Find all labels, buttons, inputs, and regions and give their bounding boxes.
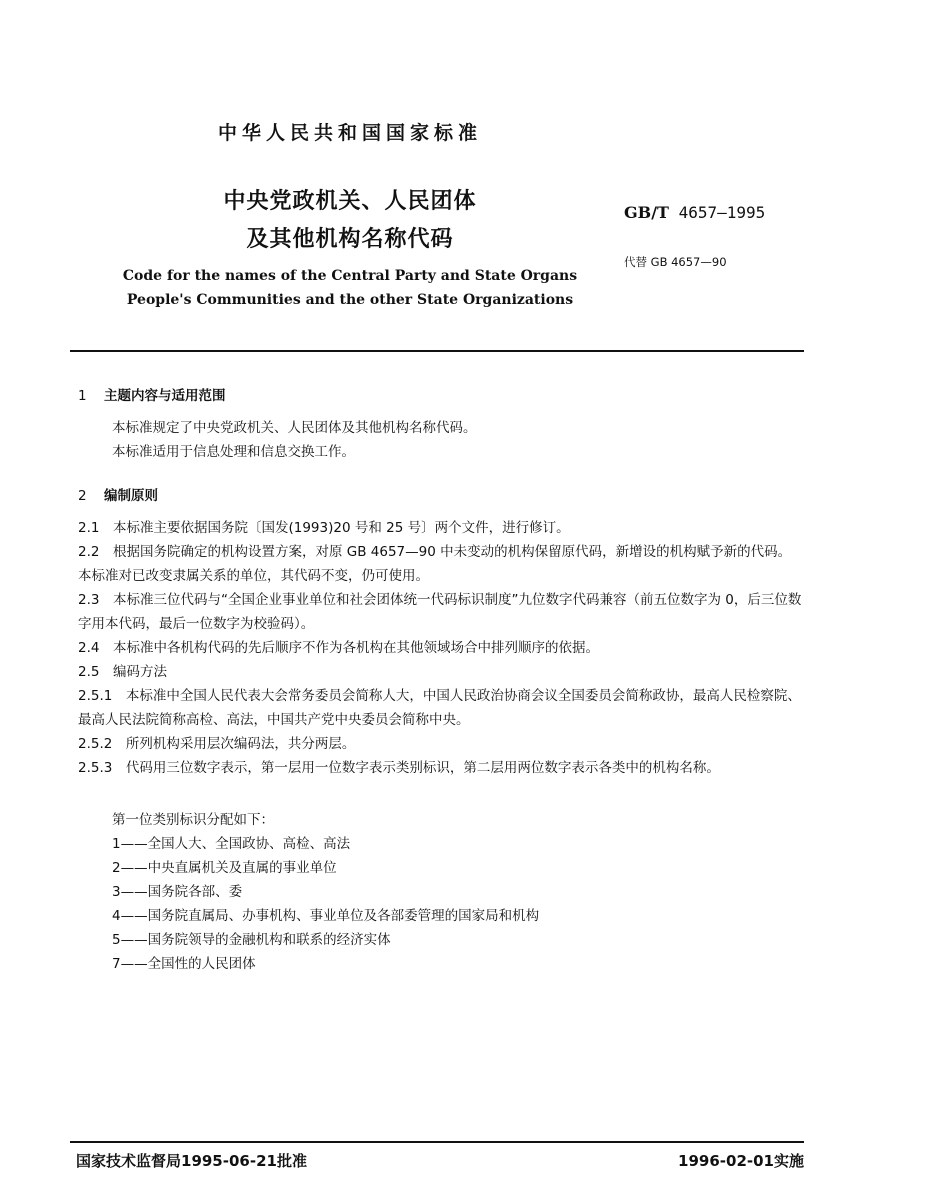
section-1-para-1: 本标准规定了中央党政机关、人民团体及其他机构名称代码。 — [112, 420, 477, 436]
clause-2-5-1: 2.5.1 本标准中全国人民代表大会常务委员会简称人大，中国人民政治协商会议全国委员会简称政协，最高人民检察院、最高人民法院简称高检、高法，中国共产党中央委员会简称中央。 — [78, 688, 801, 728]
section-1-heading — [78, 384, 226, 404]
footer-divider — [70, 1141, 804, 1143]
clause-2-3: 2.3 本标准三位代码与“全国企业事业单位和社会团体统一代码标识制度”九位数字代码兼容（前五位数字为 0，后三位数字用本代码，最后一位数字为校验码）。 — [78, 592, 802, 632]
replaces-note: 代替 GB 4657—90 — [624, 255, 727, 269]
code-item: 4——国务院直属局、办事机构、事业单位及各部委管理的国家局和机构 — [112, 908, 540, 924]
clause-2-5: 2.5 编码方法 — [78, 664, 167, 680]
code-item: 1——全国人大、全国政协、高检、高法 — [112, 836, 351, 852]
section-2-title: 编制原则 — [104, 488, 158, 504]
standard-prefix: GB/T — [624, 203, 669, 222]
clause-2-2: 2.2 根据国务院确定的机构设置方案，对原 GB 4657—90 中未变动的机构保留原代码，新增设的机构赋予新的代码。本标准对已改变隶属关系的单位，其代码不变，仍可使用。 — [78, 544, 792, 584]
code-item: 2——中央直属机关及直属的事业单位 — [112, 860, 337, 876]
clause-2-4: 2.4 本标准中各机构代码的先后顺序不作为各机构在其他领域场合中排列顺序的依据。 — [78, 640, 599, 656]
english-title-line2: People's Communities and the other State Organizations — [126, 292, 574, 308]
section-1-para-2: 本标准适用于信息处理和信息交换工作。 — [112, 444, 355, 460]
document-title-line2: 及其他机构名称代码 — [246, 227, 454, 252]
standard-code: 4657—1995 — [678, 203, 766, 222]
standard-number — [624, 203, 765, 222]
document-title-line1: 中央党政机关、人民团体 — [223, 189, 477, 214]
codes-intro: 第一位类别标识分配如下： — [112, 812, 274, 828]
english-title-line1: Code for the names of the Central Party and State Organs — [122, 268, 578, 284]
section-1-title: 主题内容与适用范围 — [104, 388, 226, 404]
effective-date: 1996-02-01实施 — [678, 1152, 804, 1170]
code-item: 3——国务院各部、委 — [112, 884, 243, 900]
section-2-heading — [78, 484, 158, 504]
clause-2-1: 2.1 本标准主要依据国务院〔国发(1993)20 号和 25 号〕两个文件，进行修订。 — [78, 520, 570, 536]
header-divider — [70, 350, 804, 352]
section-2-number: 2 — [78, 488, 87, 504]
clause-2-5-3: 2.5.3 代码用三位数字表示，第一层用一位数字表示类别标识，第二层用两位数字表示各类中的机构名称。 — [78, 760, 720, 776]
national-standard-heading: 中华人民共和国国家标准 — [217, 122, 482, 144]
issued-date: 国家技术监督局1995-06-21批准 — [76, 1152, 307, 1170]
clause-2-5-2: 2.5.2 所列机构采用层次编码法，共分两层。 — [78, 736, 356, 752]
section-1-number: 1 — [78, 388, 87, 404]
code-item: 7——全国性的人民团体 — [112, 956, 256, 972]
code-item: 5——国务院领导的金融机构和联系的经济实体 — [112, 932, 391, 948]
